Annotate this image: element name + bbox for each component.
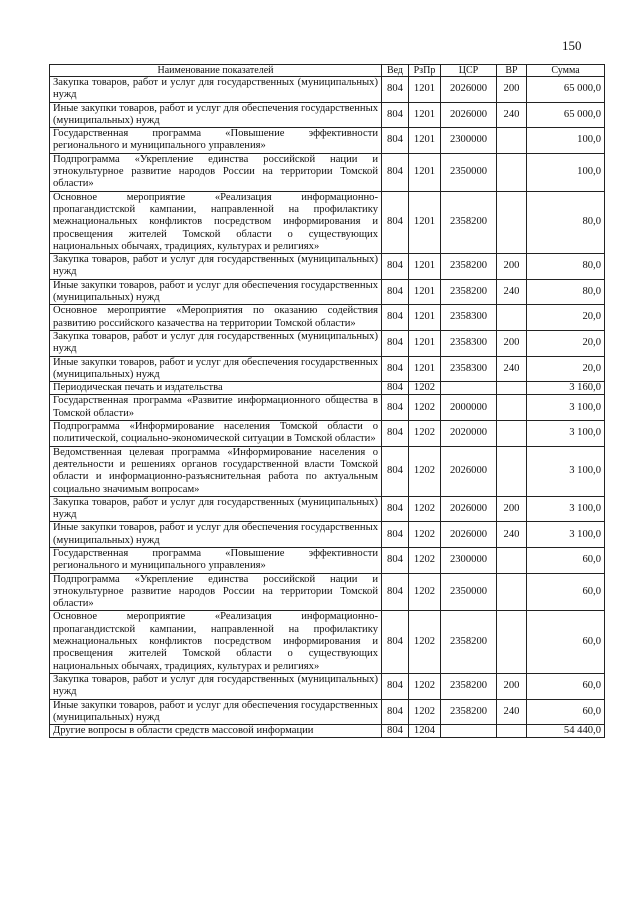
table-row [50,279,605,305]
row-sum: 60,0 [527,573,605,611]
row-vr [497,725,527,738]
row-rzpr: 1202 [409,547,441,573]
table-row [50,191,605,253]
table-row [50,305,605,331]
row-csr: 2000000 [441,395,497,421]
row-sum: 100,0 [527,153,605,191]
row-rzpr: 1201 [409,356,441,382]
row-name: Основное мероприятие «Реализация информационно-пропагандистской кампании, направленной на профилактику межнациональных конфликтов посредством информирования и просвещения жителей Томской области о существующих национальных обычаях, традициях, культурах и религиях» [50,611,382,673]
row-sum: 80,0 [527,254,605,280]
row-ved: 804 [382,191,409,253]
row-rzpr: 1202 [409,522,441,548]
row-ved: 804 [382,496,409,522]
row-name: Иные закупки товаров, работ и услуг для обеспечения государственных (муниципальных) нужд [50,279,382,305]
row-rzpr: 1204 [409,725,441,738]
row-rzpr: 1201 [409,279,441,305]
row-sum: 60,0 [527,547,605,573]
row-vr [497,395,527,421]
row-name: Закупка товаров, работ и услуг для государственных (муниципальных) нужд [50,673,382,699]
row-ved: 804 [382,382,409,395]
row-vr: 240 [497,522,527,548]
row-vr: 200 [497,77,527,103]
table-row [50,699,605,725]
row-rzpr: 1202 [409,699,441,725]
row-rzpr: 1202 [409,382,441,395]
row-vr [497,382,527,395]
row-ved: 804 [382,153,409,191]
row-sum: 3 100,0 [527,395,605,421]
row-vr: 200 [497,673,527,699]
row-rzpr: 1201 [409,191,441,253]
table-row [50,356,605,382]
row-name: Иные закупки товаров, работ и услуг для обеспечения государственных (муниципальных) нужд [50,356,382,382]
row-name: Государственная программа «Повышение эффективности регионального и муниципального управления» [50,128,382,154]
row-ved: 804 [382,330,409,356]
row-ved: 804 [382,699,409,725]
table-row [50,330,605,356]
row-ved: 804 [382,356,409,382]
row-rzpr: 1202 [409,446,441,496]
row-rzpr: 1202 [409,496,441,522]
table-row [50,421,605,447]
row-ved: 804 [382,254,409,280]
table-row [50,102,605,128]
row-rzpr: 1201 [409,77,441,103]
table-row [50,611,605,673]
row-name: Государственная программа «Развитие информационного общества в Томской области» [50,395,382,421]
row-ved: 804 [382,128,409,154]
row-sum: 80,0 [527,191,605,253]
row-ved: 804 [382,279,409,305]
row-sum: 3 160,0 [527,382,605,395]
row-csr: 2026000 [441,496,497,522]
row-vr: 240 [497,102,527,128]
row-ved: 804 [382,547,409,573]
row-name: Основное мероприятие «Мероприятия по оказанию содействия развитию российского казачества на территории Томской области» [50,305,382,331]
row-name: Ведомственная целевая программа «Информирование населения о деятельности и решениях органов государственной власти Томской области и информационно-разъяснительная работа по актуальным социально значимым вопросам» [50,446,382,496]
row-sum: 3 100,0 [527,421,605,447]
row-sum: 60,0 [527,699,605,725]
row-name: Иные закупки товаров, работ и услуг для обеспечения государственных (муниципальных) нужд [50,102,382,128]
header-name: Наименование показателей [50,65,382,77]
row-sum: 80,0 [527,279,605,305]
row-sum: 100,0 [527,128,605,154]
header-vr: ВР [497,65,527,77]
row-sum: 3 100,0 [527,522,605,548]
row-name: Подпрограмма «Информирование населения Томской области о политической, социально-экономической ситуации в Томской области» [50,421,382,447]
table-row [50,77,605,103]
row-vr [497,611,527,673]
header-sum: Сумма [527,65,605,77]
row-sum: 20,0 [527,330,605,356]
row-rzpr: 1201 [409,102,441,128]
row-ved: 804 [382,673,409,699]
header-ved: Вед [382,65,409,77]
budget-table [49,64,605,738]
row-sum: 60,0 [527,673,605,699]
row-rzpr: 1202 [409,395,441,421]
row-vr [497,573,527,611]
row-name: Закупка товаров, работ и услуг для государственных (муниципальных) нужд [50,254,382,280]
row-csr: 2300000 [441,547,497,573]
row-ved: 804 [382,102,409,128]
row-vr: 240 [497,356,527,382]
table-body [50,77,605,738]
row-ved: 804 [382,611,409,673]
table-row [50,382,605,395]
row-csr: 2358200 [441,279,497,305]
page-number: 150 [562,38,582,53]
row-name: Основное мероприятие «Реализация информационно-пропагандистской кампании, направленной на профилактику межнациональных конфликтов посредством информирования и просвещения жителей Томской области о существующих национальных обычаях, традициях, культурах и религиях» [50,191,382,253]
row-vr [497,191,527,253]
row-csr: 2350000 [441,153,497,191]
table-row [50,128,605,154]
row-sum: 54 440,0 [527,725,605,738]
row-vr [497,547,527,573]
row-name: Закупка товаров, работ и услуг для государственных (муниципальных) нужд [50,496,382,522]
row-sum: 20,0 [527,305,605,331]
table-row [50,522,605,548]
header-csr: ЦСР [441,65,497,77]
row-csr: 2358200 [441,699,497,725]
header-rzpr: РзПр [409,65,441,77]
table-row [50,446,605,496]
row-vr: 240 [497,699,527,725]
row-csr: 2358200 [441,191,497,253]
row-rzpr: 1201 [409,153,441,191]
row-sum: 3 100,0 [527,496,605,522]
row-ved: 804 [382,421,409,447]
row-ved: 804 [382,446,409,496]
row-name: Подпрограмма «Укрепление единства российской нации и этнокультурное развитие народов России на территории Томской области» [50,573,382,611]
row-csr [441,725,497,738]
row-name: Иные закупки товаров, работ и услуг для обеспечения государственных (муниципальных) нужд [50,699,382,725]
row-csr: 2358200 [441,611,497,673]
table-row [50,673,605,699]
row-vr [497,128,527,154]
row-vr: 200 [497,496,527,522]
row-csr: 2026000 [441,77,497,103]
row-csr: 2358200 [441,254,497,280]
row-sum: 65 000,0 [527,102,605,128]
row-csr: 2020000 [441,421,497,447]
row-ved: 804 [382,77,409,103]
row-name: Закупка товаров, работ и услуг для государственных (муниципальных) нужд [50,77,382,103]
row-name: Иные закупки товаров, работ и услуг для обеспечения государственных (муниципальных) нужд [50,522,382,548]
table-row [50,395,605,421]
row-rzpr: 1202 [409,673,441,699]
row-ved: 804 [382,725,409,738]
row-csr: 2300000 [441,128,497,154]
row-ved: 804 [382,522,409,548]
row-csr: 2026000 [441,102,497,128]
row-csr: 2026000 [441,446,497,496]
row-ved: 804 [382,305,409,331]
row-vr: 200 [497,330,527,356]
table-row [50,496,605,522]
row-rzpr: 1202 [409,421,441,447]
row-csr: 2358300 [441,356,497,382]
row-csr: 2026000 [441,522,497,548]
table-header [50,65,605,77]
row-name: Подпрограмма «Укрепление единства российской нации и этнокультурное развитие народов России на территории Томской области» [50,153,382,191]
row-vr [497,446,527,496]
row-rzpr: 1201 [409,305,441,331]
row-sum: 65 000,0 [527,77,605,103]
row-csr [441,382,497,395]
table-row [50,254,605,280]
row-vr [497,421,527,447]
row-ved: 804 [382,395,409,421]
row-csr: 2358200 [441,673,497,699]
row-ved: 804 [382,573,409,611]
table-row [50,547,605,573]
row-vr [497,305,527,331]
row-csr: 2358300 [441,305,497,331]
row-name: Государственная программа «Повышение эффективности регионального и муниципального управления» [50,547,382,573]
row-sum: 3 100,0 [527,446,605,496]
row-csr: 2350000 [441,573,497,611]
row-sum: 60,0 [527,611,605,673]
row-vr: 200 [497,254,527,280]
row-vr: 240 [497,279,527,305]
table-row [50,153,605,191]
row-rzpr: 1201 [409,254,441,280]
row-vr [497,153,527,191]
row-rzpr: 1202 [409,611,441,673]
table-row [50,725,605,738]
row-rzpr: 1201 [409,330,441,356]
row-name: Другие вопросы в области средств массовой информации [50,725,382,738]
row-name: Закупка товаров, работ и услуг для государственных (муниципальных) нужд [50,330,382,356]
row-rzpr: 1202 [409,573,441,611]
row-csr: 2358300 [441,330,497,356]
table-row [50,573,605,611]
row-sum: 20,0 [527,356,605,382]
row-name: Периодическая печать и издательства [50,382,382,395]
row-rzpr: 1201 [409,128,441,154]
